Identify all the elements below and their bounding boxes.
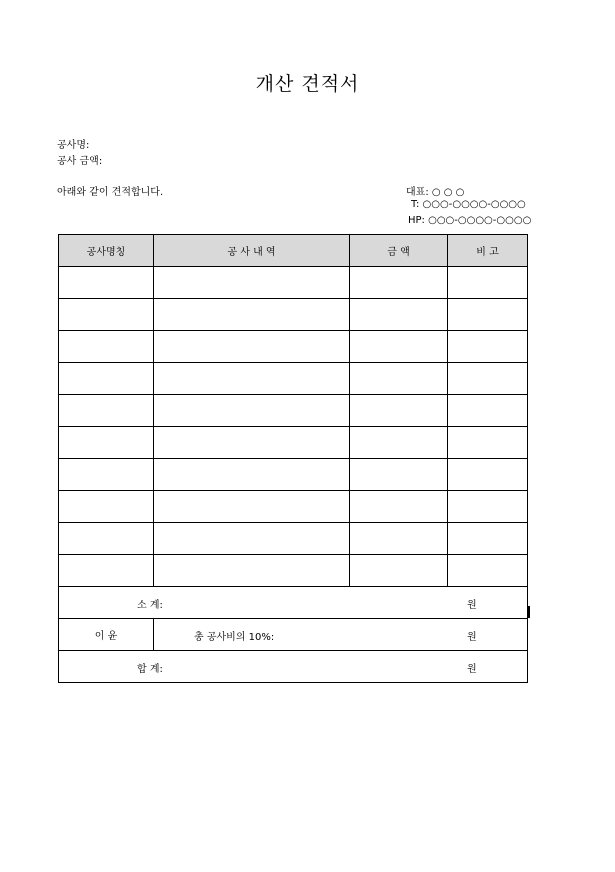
work-details-cell[interactable]	[154, 395, 350, 427]
remarks-cell[interactable]	[448, 299, 528, 331]
project-title-cell[interactable]	[59, 427, 154, 459]
won-unit: 원	[467, 664, 477, 675]
header-work-details: 공 사 내 역	[154, 235, 350, 267]
project-title-cell[interactable]	[59, 523, 154, 555]
amount-cell[interactable]	[350, 395, 448, 427]
won-unit: 원	[467, 632, 477, 643]
profit-label: 이 윤	[59, 619, 154, 651]
amount-cell[interactable]	[350, 491, 448, 523]
remarks-cell[interactable]	[448, 523, 528, 555]
work-details-cell[interactable]	[154, 331, 350, 363]
estimate-table	[58, 234, 528, 683]
remarks-cell[interactable]	[448, 459, 528, 491]
total-label: 합 계:	[137, 664, 163, 675]
telephone: T: ○○○-○○○○-○○○○	[411, 199, 526, 210]
remarks-cell[interactable]	[448, 491, 528, 523]
work-details-cell[interactable]	[154, 299, 350, 331]
work-details-cell[interactable]	[154, 267, 350, 299]
remarks-cell[interactable]	[448, 363, 528, 395]
table-row	[59, 491, 528, 523]
work-details-cell[interactable]	[154, 459, 350, 491]
project-name-label: 공사명:	[57, 140, 90, 151]
subtotal-label: 소 계:	[137, 600, 163, 611]
won-unit: 원	[467, 600, 477, 611]
project-title-cell[interactable]	[59, 555, 154, 587]
header-project-title: 공사명칭	[59, 235, 154, 267]
table-row	[59, 267, 528, 299]
table-row	[59, 299, 528, 331]
table-row	[59, 395, 528, 427]
header-remarks: 비 고	[448, 235, 528, 267]
project-title-cell[interactable]	[59, 395, 154, 427]
remarks-cell[interactable]	[448, 331, 528, 363]
project-title-cell[interactable]	[59, 491, 154, 523]
work-details-cell[interactable]	[154, 523, 350, 555]
mobile-phone: HP: ○○○-○○○○-○○○○	[408, 215, 532, 226]
profit-row	[59, 619, 528, 651]
amount-cell[interactable]	[350, 459, 448, 491]
amount-cell[interactable]	[350, 523, 448, 555]
project-title-cell[interactable]	[59, 459, 154, 491]
table-row	[59, 363, 528, 395]
amount-cell[interactable]	[350, 267, 448, 299]
project-title-cell[interactable]	[59, 363, 154, 395]
table-row	[59, 331, 528, 363]
representative: 대표: ○ ○ ○	[406, 187, 465, 198]
table-row	[59, 523, 528, 555]
table-row	[59, 459, 528, 491]
work-details-cell[interactable]	[154, 555, 350, 587]
total-row	[59, 651, 528, 683]
amount-cell[interactable]	[350, 299, 448, 331]
intro-text: 아래와 같이 견적합니다.	[57, 187, 164, 198]
table-row	[59, 427, 528, 459]
amount-cell[interactable]	[350, 427, 448, 459]
subtotal-row	[59, 587, 528, 619]
project-title-cell[interactable]	[59, 267, 154, 299]
text-cursor	[528, 606, 530, 618]
header-amount: 금 액	[350, 235, 448, 267]
project-title-cell[interactable]	[59, 299, 154, 331]
profit-description: 총 공사비의 10%:	[194, 632, 275, 643]
table-row	[59, 555, 528, 587]
amount-cell[interactable]	[350, 331, 448, 363]
amount-cell[interactable]	[350, 363, 448, 395]
remarks-cell[interactable]	[448, 555, 528, 587]
work-details-cell[interactable]	[154, 427, 350, 459]
project-title-cell[interactable]	[59, 331, 154, 363]
amount-cell[interactable]	[350, 555, 448, 587]
project-amount-label: 공사 금액:	[57, 156, 103, 167]
remarks-cell[interactable]	[448, 267, 528, 299]
work-details-cell[interactable]	[154, 491, 350, 523]
remarks-cell[interactable]	[448, 395, 528, 427]
document-title: 개산 견적서	[255, 73, 360, 95]
remarks-cell[interactable]	[448, 427, 528, 459]
work-details-cell[interactable]	[154, 363, 350, 395]
